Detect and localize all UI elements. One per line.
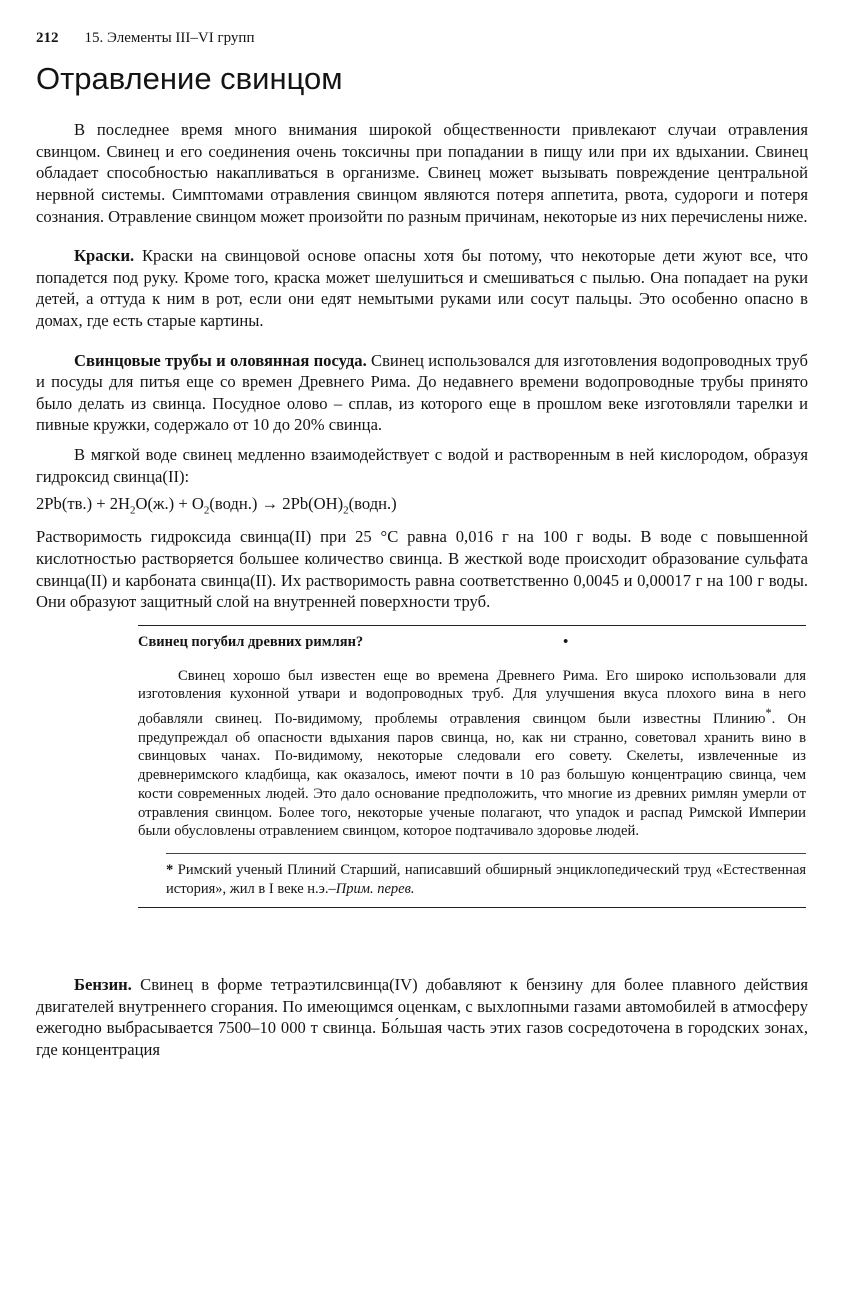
pipes-heading: Свинцовые трубы и оловянная посуда. (74, 350, 367, 370)
pipes-paragraph (36, 350, 808, 436)
paints-paragraph (36, 245, 808, 331)
box-title: Свинец погубил древних римлян? • (138, 633, 569, 650)
chemical-equation: $2Pb(тв.) + 2H_2O(ж.)$ + $O_2(водн.)$ → $2Pb(OH)_2(водн.)$ (36, 494, 397, 517)
book-page (36, 30, 808, 1060)
chapter-title: 15. Элементы III–VI групп (84, 30, 255, 46)
running-head (36, 30, 808, 54)
petrol-paragraph (36, 974, 808, 1060)
petrol-heading: Бензин. (74, 975, 132, 994)
intro-paragraph: В последнее время много внимания широкой общественности привлекают случаи отравления свинцом. Свинец и его соединения очень токсичны при попадании в пищу или при их вдыхании. Свинец обладает способностью накапливаться в организме. Свинец может вызывать повреждение центральной нервной системы. Симптомами отравления свинцом являются потеря аппетита, рвота, судороги и потеря сознания. Отравление свинцом может произойти по разным причинам, некоторые из них перечислены ниже. (36, 120, 808, 226)
sidebar-box (138, 625, 806, 908)
paints-text: Краски на свинцовой основе опасны хотя бы потому, что некоторые дети жуют все, что попадется под руку. Кроме того, краска может шелушиться и смешиваться с пылью. Она попадает на руки детей, а оттуда к ним в рот, если они едят немытыми руками или сосут пальцы. Это особенно опасно в домах, где есть старые картины. (36, 246, 808, 330)
soft-water-paragraph: В мягкой воде свинец медленно взаимодействует с водой и растворенным в ней кислородом, образуя гидроксид свинца(II): (36, 444, 808, 486)
box-text: Свинец хорошо был известен еще во времена Древнего Рима. Его широко использовали для изготовления кухонной утвари и водопроводных труб. Для улучшения вкуса плохого вина в него добавляли свинец. По-видимому, проблемы отравления свинцом были известны Плинию*. Он предупреждал об опасности вдыхания паров свинца, но, как ни странно, советовал хранить вино в свинцовых чанах. По-видимому, некоторые следовали его совету. Скелеты, извлеченные из древнеримского кладбища, как оказалось, имеют почти в 10 раз большую концентрацию свинца, чем кости современных людей. Это дало основание предположить, что многие из древних римлян умерли от отравления свинцом. Более того, некоторые ученые полагают, что упадок и распад Римской Империи были обусловлены отравлением свинцом, которое подтачивало здоровье людей. (138, 667, 806, 840)
page-number: 212 (36, 30, 59, 46)
petrol-text: Свинец в форме тетраэтилсвинца(IV) добавляют к бензину для более плавного действия двигателей внутреннего сгорания. По имеющимся оценкам, с выхлопными газами автомобилей в атмосферу ежегодно выбрасывается 7500–10 000 т свинца. Бо́льшая часть этих газов сосредоточена в городских зонах, где концентрация (36, 975, 809, 1059)
solubility-paragraph: Растворимость гидроксида свинца(II) при 25 °С равна 0,016 г на 100 г воды. В воде с повышенной кислотностью растворяется большее количество свинца. В жесткой воде происходит образование сульфата свинца(II) и карбоната свинца(II). Их растворимость равна соответственно 0,0045 и 0,00017 г на 100 г воды. Они образуют защитный слой на внутренней поверхности труб. (36, 527, 808, 612)
translator-note-tag: Прим. перев. (335, 880, 415, 897)
pipes-text: Свинец использовался для изготовления водопроводных труб и посуды для питья еще со времен Древнего Рима. До недавнего времени водопроводные трубы принято было делать из свинца. Посудное олово – сплав, из которого еще в прошлом веке изготовляли тарелки и пивные кружки, содержало от 10 до 20% свинца. (36, 350, 808, 435)
section-title: Отравление свинцом (36, 61, 343, 96)
bullet-mark: • (563, 633, 569, 650)
footnote-marker: * (765, 706, 772, 721)
paints-heading: Краски. (74, 246, 135, 266)
footnote: * Римский ученый Плиний Старший, написавший обширный энциклопедический труд «Естественная история», жил в I веке н.э.–Прим. перев. (166, 853, 806, 898)
